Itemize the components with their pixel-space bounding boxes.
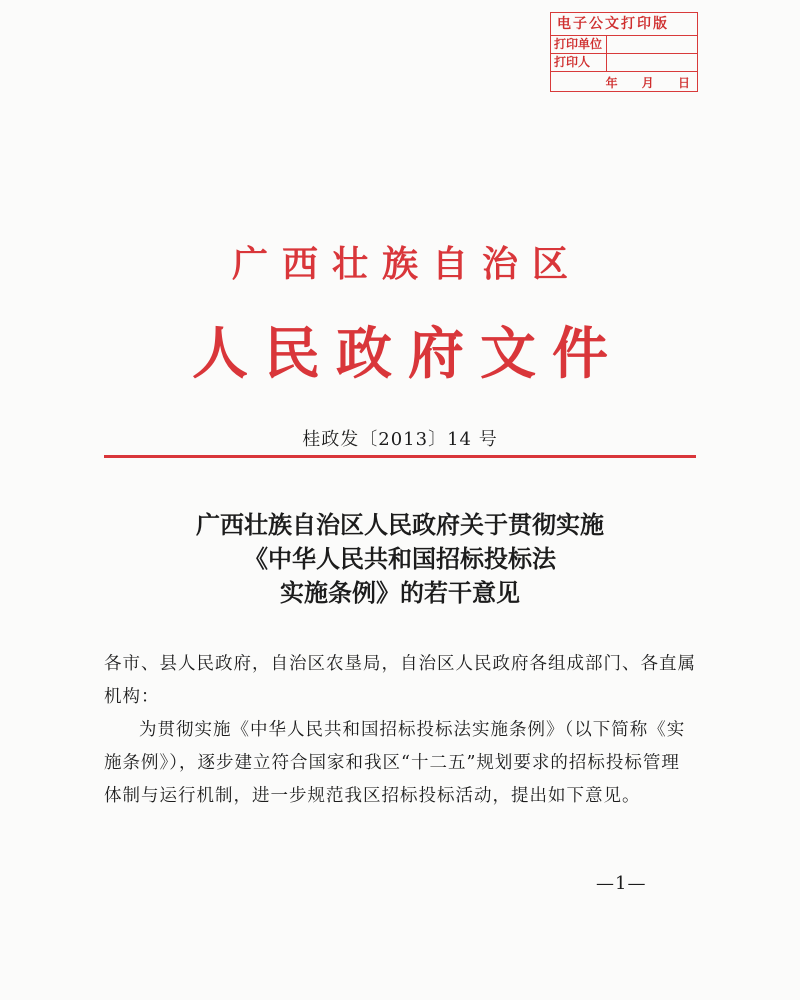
- document-type-heading: 人民政府文件: [192, 321, 624, 387]
- issuer-name: 广西壮族自治区: [231, 243, 582, 285]
- print-stamp: [550, 12, 698, 92]
- title-line-2: 《中华人民共和国招标投标法: [244, 544, 556, 573]
- stamp-unit-value: [607, 36, 697, 53]
- body-paragraph: 为贯彻实施《中华人民共和国招标投标法实施条例》（以下简称《实施条例》），逐步建立符合国家和我区“十二五”规划要求的招标投标管理体制与运行机制，进一步规范我区招标投标活动，提出如下意见。: [104, 720, 686, 806]
- stamp-unit-row: [551, 36, 697, 54]
- stamp-person-row: [551, 54, 697, 72]
- document-title: [0, 508, 800, 610]
- red-divider: [104, 455, 696, 458]
- stamp-unit-label: 打印单位: [551, 36, 607, 53]
- stamp-date-month: 月: [641, 76, 655, 90]
- document-body: [104, 648, 696, 813]
- stamp-person-value: [607, 54, 697, 71]
- page-number: —1—: [596, 873, 647, 894]
- stamp-date-day: 日: [677, 76, 691, 90]
- document-number: 桂政发〔2013〕14 号: [302, 429, 498, 450]
- title-line-1: 广西壮族自治区人民政府关于贯彻实施: [196, 510, 604, 539]
- title-line-3: 实施条例》的若干意见: [280, 578, 520, 607]
- stamp-date: [551, 72, 697, 94]
- stamp-person-label: 打印人: [551, 54, 607, 71]
- stamp-title: 电子公文打印版: [551, 13, 697, 36]
- addressees: 各市、县人民政府，自治区农垦局，自治区人民政府各组成部门、各直属机构：: [104, 654, 696, 707]
- stamp-date-year: 年: [605, 76, 619, 90]
